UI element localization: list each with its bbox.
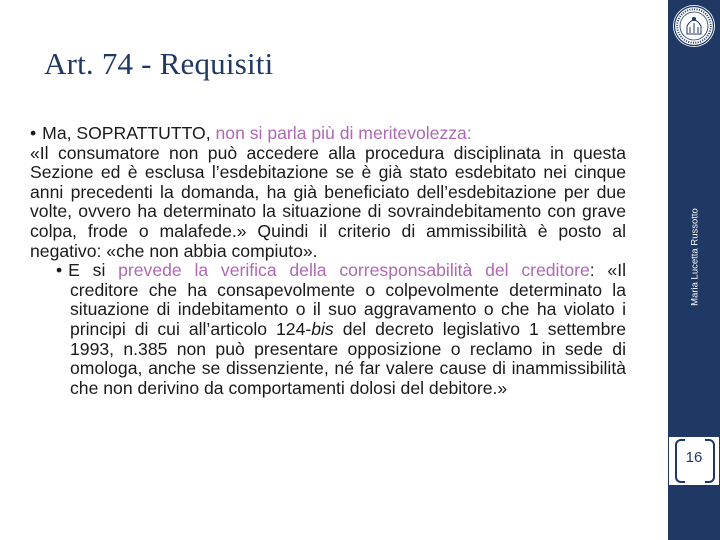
- slide-title: Art. 74 - Requisiti: [44, 46, 274, 81]
- bullet1-highlight: non si parla più di meritevolezza:: [215, 123, 472, 143]
- bullet-marker: •: [56, 260, 63, 281]
- bullet-paragraph-1: [30, 124, 626, 261]
- bullet-lead-1: [30, 124, 626, 144]
- bullet-marker: •: [30, 123, 37, 143]
- bullet2-pre: E si: [68, 260, 119, 281]
- university-seal-icon: [672, 4, 716, 48]
- author-name-vertical: Maria Lucetta Russotto: [689, 208, 701, 306]
- page-number: 16: [685, 449, 703, 466]
- bullet2-post: del decreto legislativo 1 settembre 1993, n.385 non può presentare opposizione o reclamo in sede di omologa, anche se dissenziente, né far valere cause di inammissibilità che non derivino da comportamenti dolosi del debitore.»: [70, 318, 626, 398]
- bullet2-highlight: prevede la verifica della corresponsabilità del creditore: [118, 260, 590, 281]
- bullet-paragraph-2: [30, 261, 626, 398]
- page-number-box: [669, 437, 719, 485]
- bullet2-italic: bis: [311, 318, 334, 339]
- bullet1-body: «Il consumatore non può accedere alla procedura disciplinata in questa Sezione ed è esclusa l’esdebitazione se è già stato esdebitato nei cinque anni precedenti la domanda, ha già beneficiato dell’esdebitazione per due volte, ovvero ha determinato la situazione di sovraindebitamento con grave colpa, frode o malafede.» Quindi il criterio di ammissibilità è posto al negativo: «che non abbia compiuto».: [30, 142, 626, 261]
- bullet1-pre: Ma, SOPRATTUTTO,: [42, 123, 216, 143]
- slide-body: [30, 124, 626, 398]
- bullet2-mid: : «Il creditore che ha consapevolmente o colpevolmente determinato la situazione di indebitamento o il suo aggravamento o che ha violato i principi di cui all’articolo 124-: [70, 260, 626, 339]
